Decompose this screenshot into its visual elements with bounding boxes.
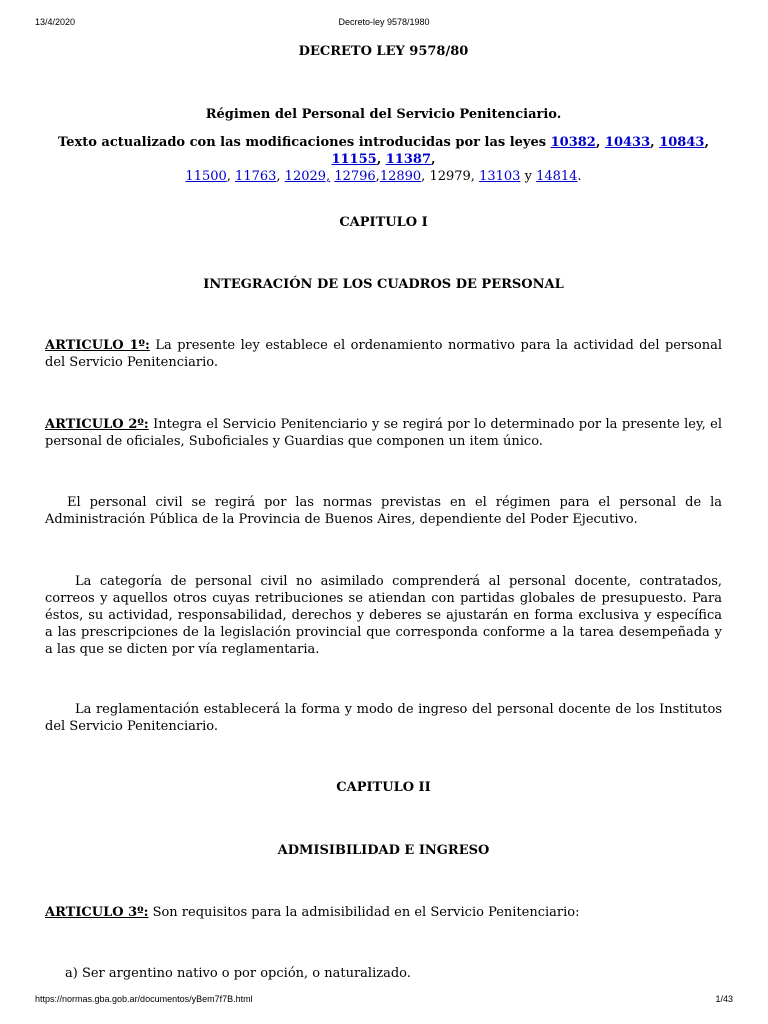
- law-12979: 12979: [429, 169, 471, 184]
- and-word: y: [524, 169, 532, 184]
- article-1: [45, 337, 722, 371]
- article-3: [45, 904, 722, 921]
- chapter-2-heading: ADMISIBILIDAD E INGRESO: [277, 843, 490, 858]
- law-link-12890[interactable]: 12890: [379, 169, 422, 184]
- print-header: [35, 17, 733, 31]
- print-footer: [35, 994, 733, 1008]
- article-2-label: ARTICULO 2º:: [45, 417, 149, 432]
- article-1-label: ARTICULO 1º:: [45, 338, 150, 353]
- document-title: DECRETO LEY 9578/80: [298, 44, 469, 59]
- document-subtitle: Régimen del Personal del Servicio Penitenciario.: [205, 107, 562, 122]
- law-link-14814[interactable]: 14814: [536, 169, 578, 184]
- article-2: [45, 416, 722, 450]
- chapter-1-heading: INTEGRACIÓN DE LOS CUADROS DE PERSONAL: [203, 277, 564, 292]
- paragraph-civil-category: La categoría de personal civil no asimilado comprenderá al personal docente, contratados, correos y aquellos otros cuyas retribuciones se atiendan con partidas globales de presupuesto. Para éstos, su actividad, responsabilidad, derechos y deberes se ajustarán en forma exclusiva y específica a las prescripciones de la legislación provincial que corresponda conforme a la tarea desempeñada y a las que se dicten por vía reglamentaria.: [45, 574, 722, 657]
- article-2-text: Integra el Servicio Penitenciario y se regirá por lo determinado por la presente ley, el personal de oficiales, Suboficiales y Guardias que componen un item único.: [45, 417, 722, 449]
- law-link-10382[interactable]: 10382: [550, 135, 596, 150]
- law-link-10843[interactable]: 10843: [659, 135, 705, 150]
- law-link-11500[interactable]: 11500: [185, 169, 227, 184]
- paragraph-civil-staff: El personal civil se regirá por las normas previstas en el régimen para el personal de la Administración Pública de la Provincia de Buenos Aires, dependiente del Poder Ejecutivo.: [45, 495, 722, 527]
- law-link-11763[interactable]: 11763: [235, 169, 277, 184]
- print-date: 13/4/2020: [35, 17, 76, 27]
- update-note: Texto actualizado con las modificaciones introducidas por las leyes 10382, 10433, 10843, 11155, 11387, 11500, 11763, 12029, 12796,12890, 12979, 13103 y 14814.: [58, 135, 709, 184]
- update-intro: Texto actualizado con las modificaciones introducidas por las leyes: [58, 135, 551, 150]
- law-link-11155[interactable]: 11155: [331, 152, 377, 167]
- chapter-2-title: CAPITULO II: [336, 780, 431, 795]
- law-link-13103[interactable]: 13103: [479, 169, 521, 184]
- article-3-text: Son requisitos para la admisibilidad en el Servicio Penitenciario:: [148, 905, 580, 920]
- chapter-1-title: CAPITULO I: [339, 215, 428, 230]
- page-number: 1/43: [715, 994, 733, 1004]
- document-url: https://normas.gba.gob.ar/documentos/yBem7f7B.html: [35, 994, 253, 1004]
- list-item-a: a) Ser argentino nativo o por opción, o naturalizado.: [65, 966, 411, 981]
- law-link-11387[interactable]: 11387: [385, 152, 431, 167]
- law-link-12796[interactable]: 12796: [334, 169, 376, 184]
- print-title: Decreto-ley 9578/1980: [338, 17, 430, 27]
- law-link-10433[interactable]: 10433: [604, 135, 651, 150]
- article-3-label: ARTICULO 3º:: [45, 905, 149, 920]
- article-1-text: La presente ley establece el ordenamiento normativo para la actividad del personal del Servicio Penitenciario.: [45, 338, 722, 370]
- law-link-12029[interactable]: 12029,: [284, 169, 331, 184]
- paragraph-regulation: La reglamentación establecerá la forma y modo de ingreso del personal docente de los Institutos del Servicio Penitenciario.: [45, 702, 722, 734]
